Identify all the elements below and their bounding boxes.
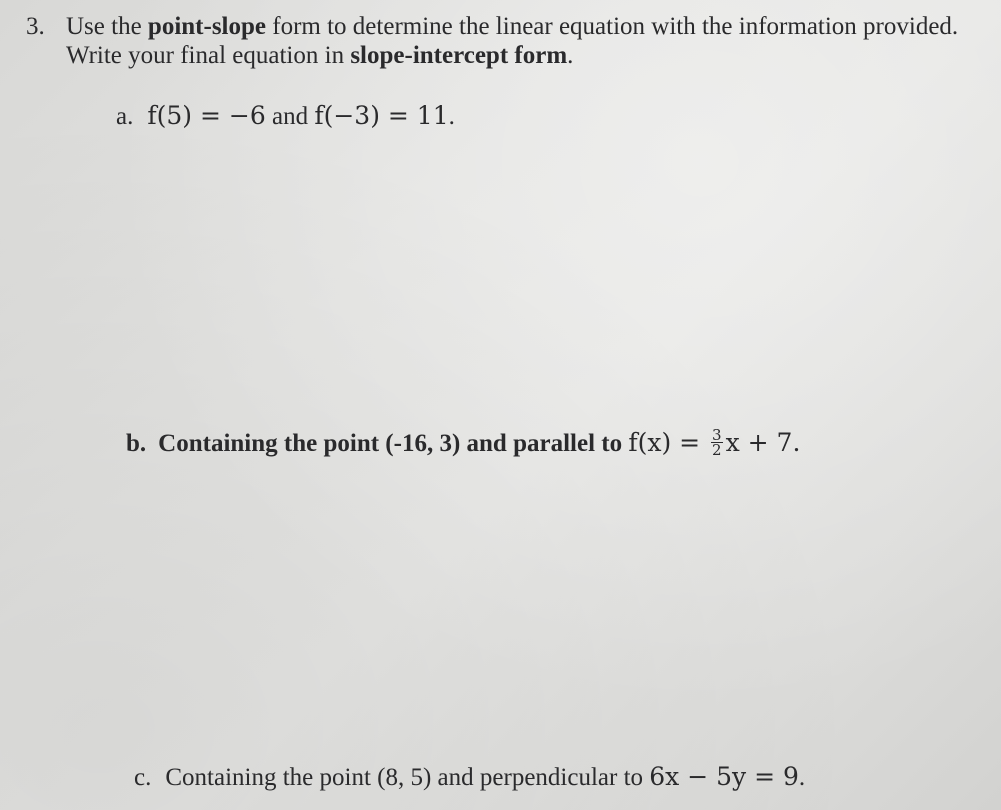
part-b-label: b.	[126, 430, 147, 457]
part-c	[134, 762, 805, 793]
part-a-condition-2: f(−3) = 11	[314, 101, 449, 130]
part-b-function-tail: x + 7	[725, 428, 793, 457]
part-c-period: .	[798, 764, 806, 791]
fraction-denominator: 2	[712, 440, 722, 459]
question-instruction-line-2	[66, 41, 573, 71]
instruction-text: .	[567, 42, 574, 69]
part-a-connector: and	[265, 103, 315, 130]
instruction-text: Write your final equation in	[66, 42, 351, 69]
part-c-text: Containing the point (8, 5) and perpendicular to	[165, 764, 650, 791]
part-b-period: .	[792, 428, 801, 457]
question-instruction-line-1	[66, 12, 958, 42]
part-b	[126, 425, 801, 460]
part-c-equation: 6x − 5y = 9	[649, 762, 799, 791]
instruction-bold-term: point-slope	[147, 13, 267, 40]
fraction-numerator: 3	[712, 425, 722, 444]
question-number: 3.	[26, 13, 45, 40]
instruction-bold-term: slope-intercept form	[350, 42, 568, 69]
part-b-slope-fraction	[711, 425, 723, 459]
part-a-condition-1: f(5) = −6	[147, 101, 266, 130]
part-a	[116, 101, 455, 132]
part-b-text: Containing the point (-16, 3) and parallel to	[158, 430, 629, 457]
part-a-period: .	[448, 103, 455, 130]
instruction-text: Use the	[66, 13, 148, 40]
instruction-text: form to determine the linear equation with the information provided.	[266, 13, 959, 40]
part-b-function: f(x) =	[628, 428, 709, 457]
part-a-label: a.	[116, 103, 134, 130]
part-c-label: c.	[134, 764, 152, 791]
